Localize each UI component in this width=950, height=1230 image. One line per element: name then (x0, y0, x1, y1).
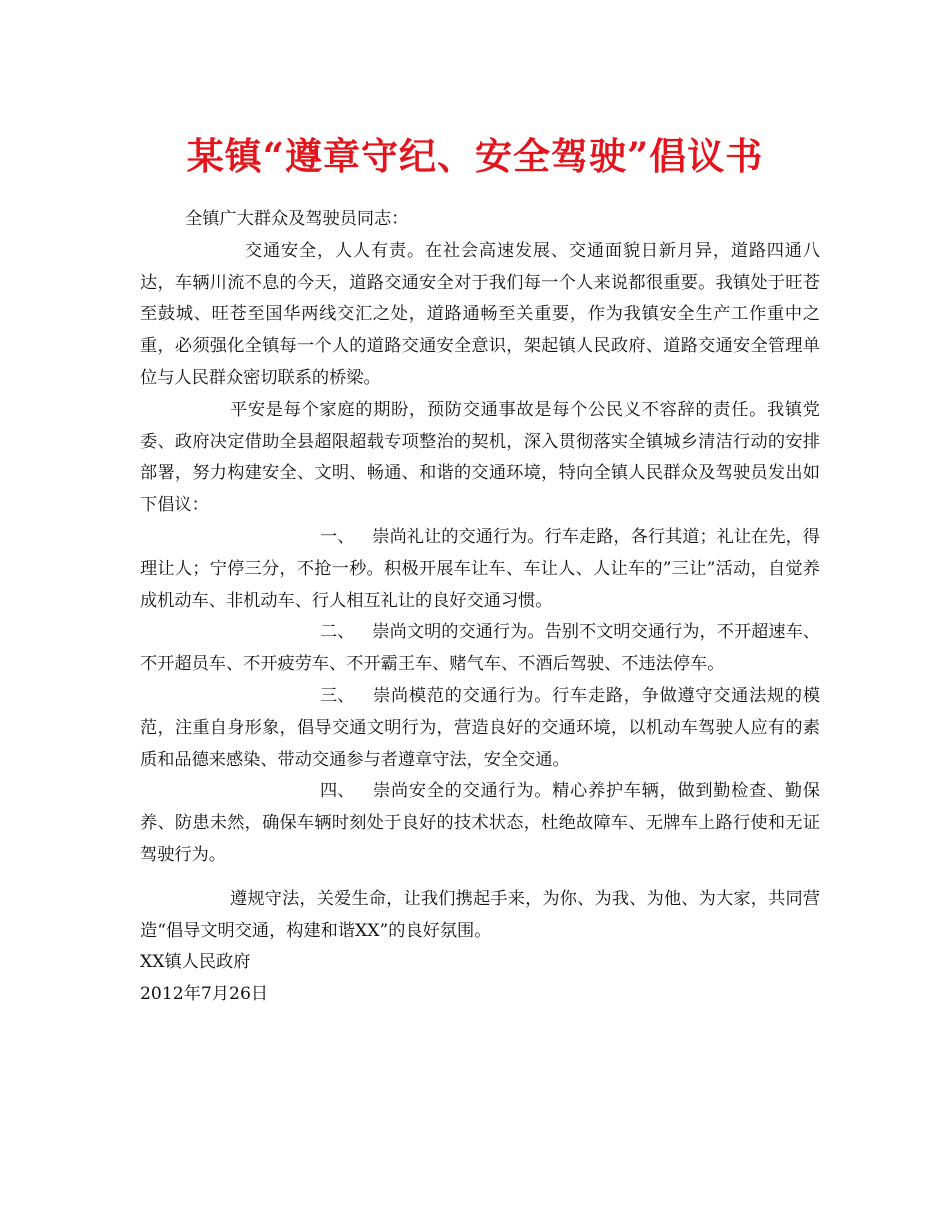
intro-paragraph-1: 交通安全，人人有责。在社会高速发展、交通面貌日新月异，道路四通八达，车辆川流不息的今天，道路交通安全对于我们每一个人来说都很重要。我镇处于旺苍至鼓城、旺苍至国华两线交汇之处，道路通畅至关重要，作为我镇安全生产工作重中之重，必须强化全镇每一个人的道路交通安全意识，架起镇人民政府、道路交通安全管理单位与人民群众密切联系的桥梁。 (140, 240, 820, 388)
document-title: 某镇“遵章守纪、安全驾驶”倡议书 (186, 134, 764, 178)
item-number: 三、 (320, 685, 355, 706)
intro-paragraph-2: 平安是每个家庭的期盼，预防交通事故是每个公民义不容辞的责任。我镇党委、政府决定借助全县超限超载专项整治的契机，深入贯彻落实全镇城乡清洁行动的安排部署，努力构建安全、文明、畅通、和谐的交通环境，特向全镇人民群众及驾驶员发出如下倡议： (140, 399, 820, 516)
proposal-item-4 (140, 776, 820, 871)
item-number: 四、 (320, 781, 355, 802)
item-text: 崇尚模范的交通行为。行车走路，争做遵守交通法规的模范，注重自身形象，倡导交通文明行为，营造良好的交通环境，以机动车驾驶人应有的素质和品德来感染、带动交通参与者遵章守法，安全交通。 (140, 685, 820, 770)
date: 2012年7月26日 (140, 984, 269, 1005)
item-text: 崇尚安全的交通行为。精心养护车辆，做到勤检查、勤保养、防患未然，确保车辆时刻处于良好的技术状态，杜绝故障车、无牌车上路行使和无证驾驶行为。 (140, 781, 820, 865)
spacer (140, 872, 820, 884)
item-text: 崇尚文明的交通行为。告别不文明交通行为，不开超速车、不开超员车、不开疲劳车、不开霸王车、赌气车、不酒后驾驶、不违法停车。 (140, 622, 820, 675)
closing-paragraph: 遵规守法，关爱生命，让我们携起手来，为你、为我、为他、为大家，共同营造“倡导文明交通，构建和谐XX”的良好氛围。 (140, 888, 820, 941)
signature: XX镇人民政府 (140, 952, 251, 973)
document-body (140, 200, 820, 1011)
item-number: 一、 (320, 526, 355, 547)
proposal-item-2 (140, 617, 820, 681)
proposal-item-3 (140, 681, 820, 776)
item-number: 二、 (320, 622, 355, 643)
item-text: 崇尚礼让的交通行为。行车走路，各行其道；礼让在先，得理让人；宁停三分，不抢一秒。积极开展车让车、车让人、人让车的”三让”活动，自觉养成机动车、非机动车、行人相互礼让的良好交通习惯。 (140, 526, 820, 611)
proposal-item-1 (140, 522, 820, 617)
salutation: 全镇广大群众及驾驶员同志： (185, 209, 409, 229)
